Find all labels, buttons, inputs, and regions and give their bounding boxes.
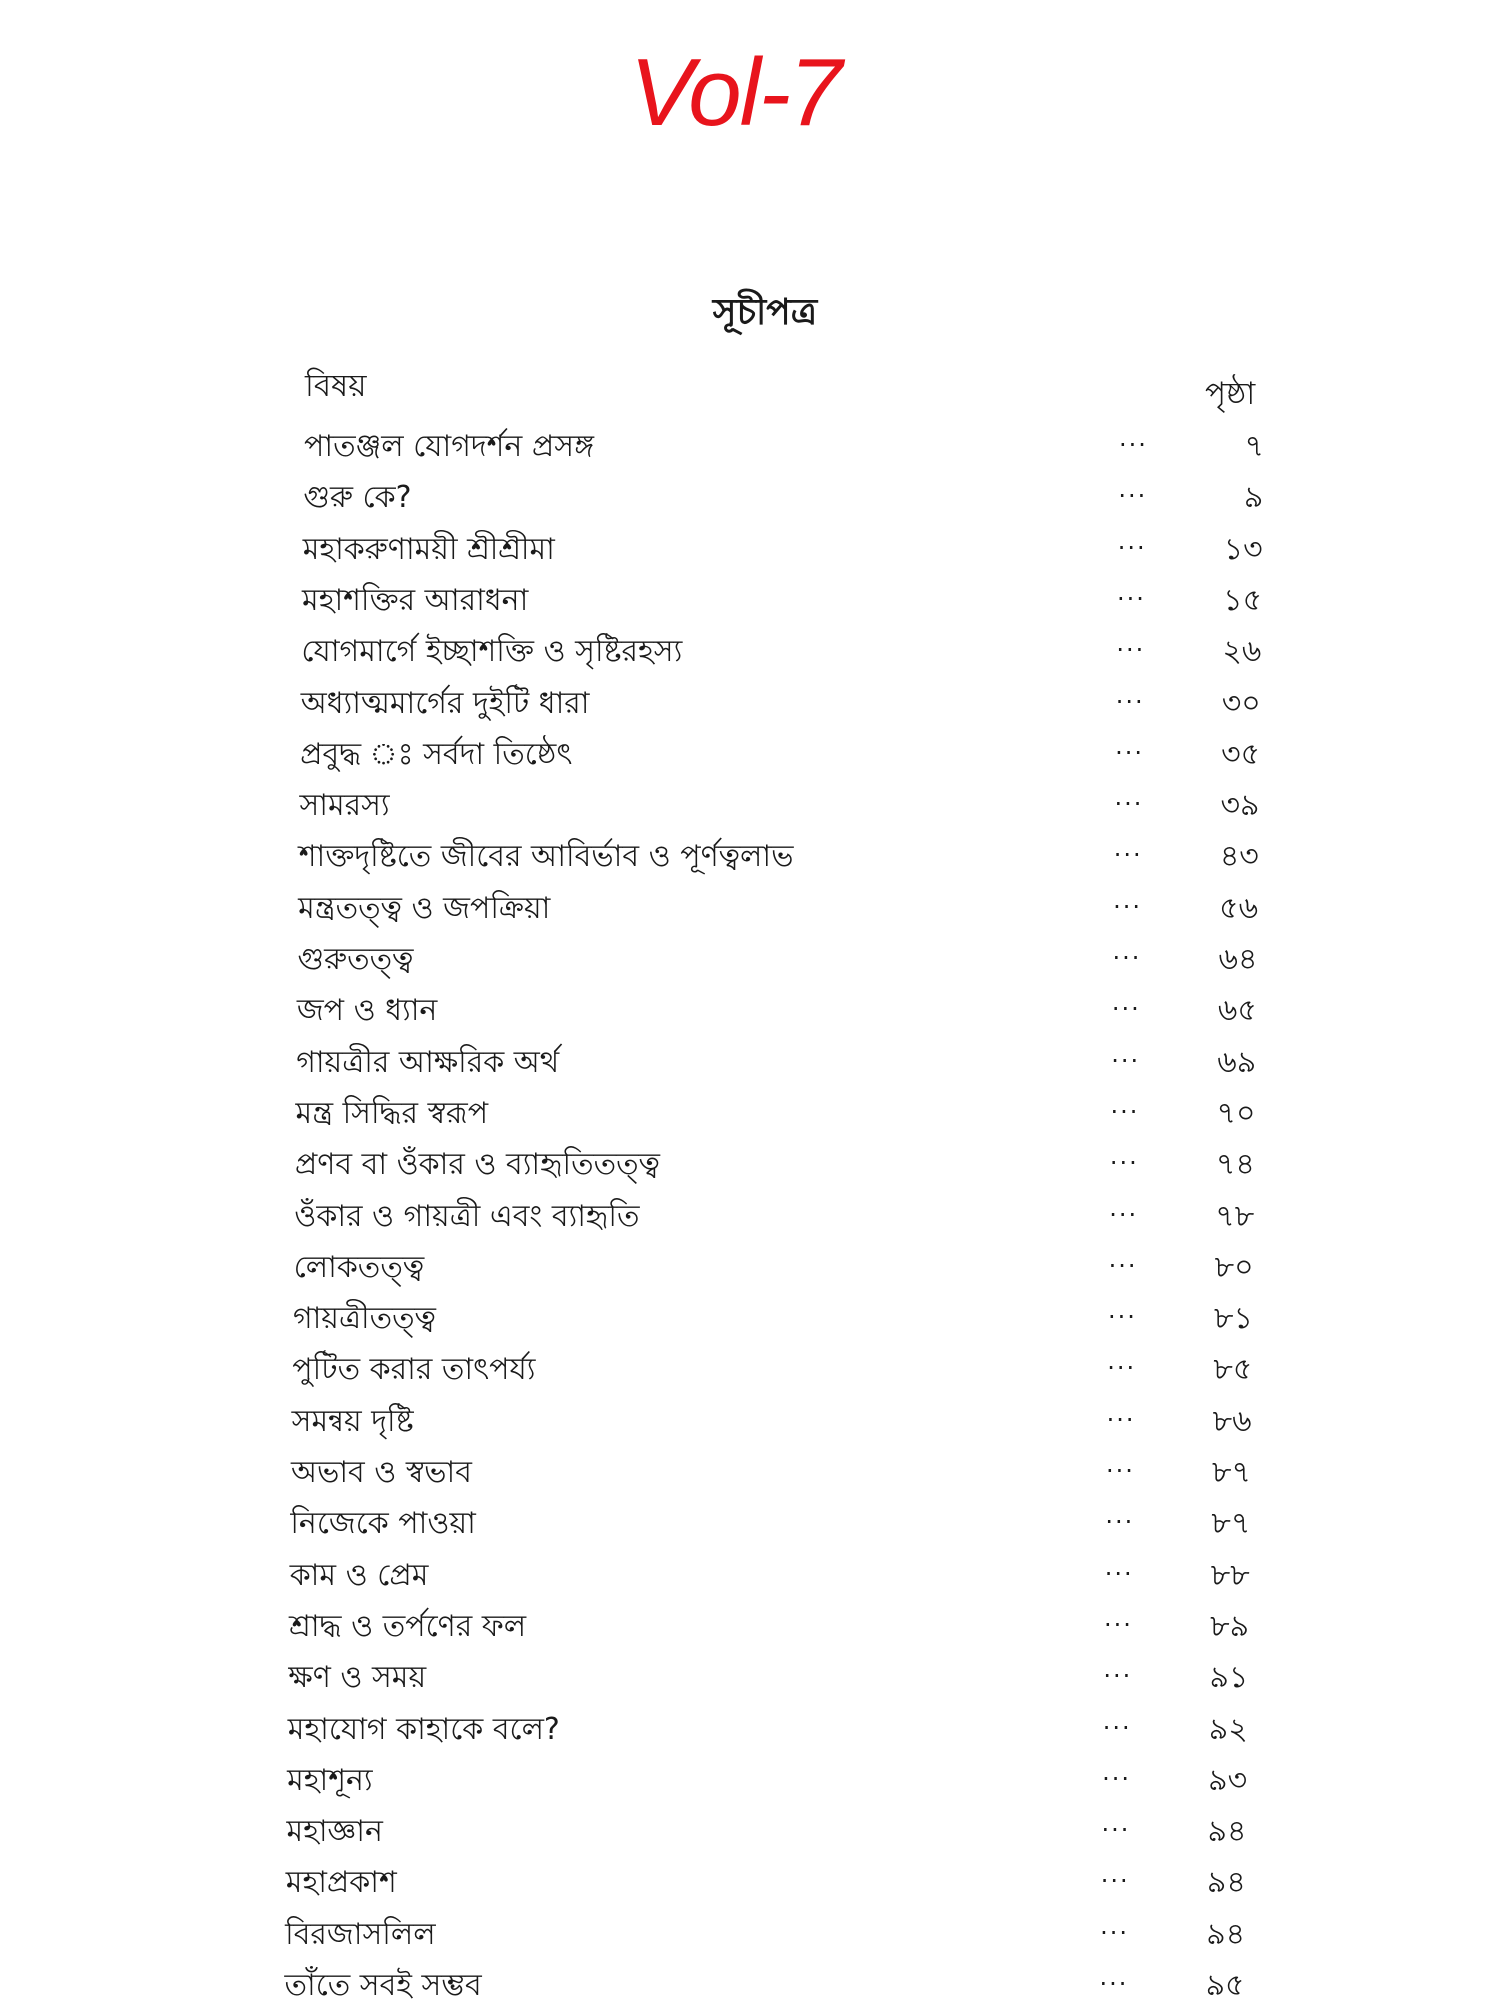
toc-entry-page: ৬৪ bbox=[1218, 942, 1258, 977]
toc-leader-dots: ... bbox=[1102, 1706, 1132, 1735]
toc-entry-page: ৬৫ bbox=[1217, 993, 1257, 1029]
toc-entry-page: ৯ bbox=[1243, 480, 1264, 516]
toc-leader-dots: ... bbox=[1117, 577, 1146, 606]
toc-entry-title: শ্রাদ্ধ ও তর্পণের ফল bbox=[289, 1608, 527, 1644]
toc-entry bbox=[292, 1397, 1252, 1447]
toc-entry bbox=[299, 832, 1259, 882]
page-column-label: পৃষ্ঠা bbox=[1205, 376, 1256, 412]
toc-leader-dots: ... bbox=[1099, 1963, 1129, 1991]
toc-entry-page: ৬৯ bbox=[1217, 1044, 1257, 1080]
toc-entry bbox=[291, 1448, 1251, 1498]
toc-entry bbox=[301, 679, 1261, 729]
toc-entry-title: মহাযোগ কাহাকে বলে? bbox=[287, 1711, 560, 1747]
toc-entry-page: ৭৮ bbox=[1215, 1198, 1255, 1234]
toc-leader-dots: ... bbox=[1118, 475, 1148, 504]
toc-entry-title: গুরুতত্ত্ব bbox=[297, 942, 414, 977]
toc-entry-title: পুটিত করার তাৎপর্য্য bbox=[292, 1352, 536, 1388]
toc-leader-dots: ... bbox=[1119, 424, 1148, 452]
toc-leader-dots: ... bbox=[1117, 526, 1147, 555]
toc-heading: সূচীপত্র bbox=[712, 292, 818, 333]
toc-entry bbox=[301, 627, 1261, 677]
toc-entry-page: ৩৯ bbox=[1220, 788, 1260, 824]
toc-entry bbox=[287, 1756, 1247, 1806]
toc-entry-page: ৯৪ bbox=[1206, 1865, 1246, 1901]
toc-leader-dots: ... bbox=[1107, 1296, 1137, 1325]
subject-column-label: বিষয় bbox=[305, 368, 367, 404]
toc-leader-dots: ... bbox=[1115, 680, 1145, 709]
toc-entry-page: ৩৫ bbox=[1221, 736, 1261, 772]
toc-entry bbox=[297, 986, 1257, 1036]
toc-entry bbox=[295, 1140, 1255, 1190]
toc-entry bbox=[285, 1910, 1245, 1960]
toc-entry bbox=[290, 1551, 1250, 1601]
toc-entry-page: ৯৪ bbox=[1207, 1814, 1247, 1850]
toc-entry-title: গায়ত্রীর আক্ষরিক অর্থ bbox=[296, 1044, 560, 1080]
toc-entry bbox=[294, 1243, 1254, 1293]
toc-entry bbox=[304, 422, 1264, 472]
toc-entry-title: জপ ও ধ্যান bbox=[296, 993, 438, 1029]
toc-leader-dots: ... bbox=[1107, 1347, 1137, 1376]
toc-entry-page: ৯২ bbox=[1208, 1711, 1248, 1747]
toc-entry-title: সমন্বয় দৃষ্টি bbox=[291, 1403, 414, 1439]
toc-entry-title: শাক্তদৃষ্টিতে জীবের আবির্ভাব ও পূর্ণত্বলাভ bbox=[298, 839, 794, 875]
toc-leader-dots: ... bbox=[1106, 1398, 1136, 1427]
toc-entry-page: ৮৭ bbox=[1212, 1455, 1251, 1490]
toc-entry-title: কাম ও প্রেম bbox=[289, 1557, 429, 1593]
toc-leader-dots: ... bbox=[1101, 1809, 1131, 1838]
toc-entry-page: ৯৪ bbox=[1206, 1916, 1246, 1952]
toc-entry-page: ১৫ bbox=[1223, 582, 1263, 618]
toc-entry-title: প্রণব বা ওঁকার ও ব্যাহৃতিতত্ত্ব bbox=[294, 1147, 660, 1183]
toc-leader-dots: ... bbox=[1103, 1655, 1133, 1684]
toc-entry-page: ৭০ bbox=[1216, 1095, 1256, 1131]
toc-entry-title: মহাশূন্য bbox=[287, 1762, 373, 1798]
toc-entry-title: মহাশক্তির আরাধনা bbox=[302, 582, 529, 618]
toc-entry bbox=[303, 525, 1263, 575]
toc-leader-dots: ... bbox=[1100, 1860, 1130, 1889]
toc-leader-dots: ... bbox=[1110, 1090, 1140, 1119]
toc-leader-dots: ... bbox=[1111, 988, 1141, 1017]
toc-entry bbox=[292, 1345, 1252, 1395]
toc-entry bbox=[288, 1705, 1248, 1755]
toc-entry bbox=[293, 1294, 1253, 1344]
toc-leader-dots: ... bbox=[1104, 1603, 1133, 1632]
toc-leader-dots: ... bbox=[1109, 1142, 1139, 1171]
toc-entry-page: ৫৬ bbox=[1219, 890, 1259, 926]
toc-entry-title: মন্ত্র সিদ্ধির স্বরূপ bbox=[295, 1095, 489, 1131]
toc-leader-dots: ... bbox=[1113, 834, 1143, 863]
toc-entry-page: ৭৪ bbox=[1215, 1147, 1255, 1183]
toc-leader-dots: ... bbox=[1104, 1552, 1134, 1581]
toc-entry-title: অভাব ও স্বভাব bbox=[291, 1455, 472, 1490]
toc-leader-dots: ... bbox=[1109, 1193, 1139, 1222]
toc-entry-page: ৮৭ bbox=[1211, 1506, 1251, 1542]
toc-entry-title: সামরস্য bbox=[299, 788, 390, 824]
toc-entry-page: ৯৫ bbox=[1205, 1968, 1245, 2003]
toc-entry bbox=[302, 576, 1262, 626]
toc-entry bbox=[303, 473, 1263, 523]
toc-entry bbox=[298, 935, 1258, 985]
toc-entry-title: অধ্যাত্মমার্গের দুইটি ধারা bbox=[300, 685, 590, 721]
toc-entry-page: ৯৩ bbox=[1208, 1762, 1248, 1798]
toc-leader-dots: ... bbox=[1102, 1757, 1131, 1786]
toc-entry bbox=[299, 781, 1259, 831]
toc-entry-page: ৮৯ bbox=[1210, 1608, 1250, 1644]
toc-entry-title: ক্ষণ ও সময় bbox=[288, 1660, 427, 1696]
toc-entry bbox=[285, 1961, 1245, 2011]
toc-entry bbox=[289, 1602, 1249, 1652]
toc-entry-title: মহাপ্রকাশ bbox=[285, 1865, 397, 1901]
toc-leader-dots: ... bbox=[1113, 885, 1143, 914]
toc-entry-page: ৮০ bbox=[1214, 1249, 1254, 1285]
toc-entry-title: বিরজাসলিল bbox=[285, 1916, 436, 1952]
toc-entry-page: ৮৬ bbox=[1212, 1403, 1252, 1439]
toc-entry bbox=[286, 1858, 1246, 1908]
toc-entry-title: গায়ত্রীতত্ত্ব bbox=[292, 1301, 436, 1337]
toc-entry-page: ৭ bbox=[1244, 429, 1264, 464]
toc-entry-page: ৪৩ bbox=[1219, 839, 1259, 875]
toc-entry bbox=[286, 1807, 1246, 1857]
toc-entry bbox=[300, 730, 1260, 780]
toc-entry bbox=[298, 884, 1258, 934]
toc-entry bbox=[288, 1653, 1248, 1703]
toc-entry-title: মহাজ্ঞান bbox=[286, 1814, 383, 1850]
toc-entry-page: ৮৫ bbox=[1213, 1352, 1253, 1388]
toc-leader-dots: ... bbox=[1114, 783, 1144, 812]
toc-entry-page: ৯১ bbox=[1209, 1660, 1249, 1696]
toc-leader-dots: ... bbox=[1115, 731, 1144, 760]
toc-leader-dots: ... bbox=[1116, 629, 1146, 658]
toc-entry-title: গুরু কে? bbox=[303, 480, 412, 516]
toc-entry bbox=[296, 1038, 1256, 1088]
toc-entry-title: তাঁতে সবই সম্ভব bbox=[284, 1968, 482, 2003]
toc-leader-dots: ... bbox=[1108, 1244, 1138, 1273]
toc-entry-title: মহাকরুণাময়ী শ্রীশ্রীমা bbox=[302, 531, 555, 567]
toc-leader-dots: ... bbox=[1100, 1911, 1130, 1940]
toc-entry bbox=[290, 1499, 1250, 1549]
toc-entry-page: ২৬ bbox=[1222, 634, 1262, 670]
toc-entry-title: লোকতত্ত্ব bbox=[293, 1249, 425, 1285]
toc-entry bbox=[296, 1089, 1256, 1139]
toc-leader-dots: ... bbox=[1106, 1450, 1135, 1478]
toc-entry-title: মন্ত্রতত্ত্ব ও জপক্রিয়া bbox=[298, 890, 551, 926]
toc-leader-dots: ... bbox=[1105, 1501, 1135, 1530]
toc-entry-page: ১৩ bbox=[1223, 531, 1263, 567]
toc-leader-dots: ... bbox=[1111, 1039, 1141, 1068]
toc-entry-title: নিজেকে পাওয়া bbox=[290, 1506, 476, 1542]
toc-entry-page: ৮৮ bbox=[1210, 1557, 1250, 1593]
toc-leader-dots: ... bbox=[1112, 937, 1142, 965]
toc-entry-page: ৩০ bbox=[1221, 685, 1261, 721]
toc-entry bbox=[294, 1192, 1254, 1242]
toc-entry-title: ওঁকার ও গায়ত্রী এবং ব্যাহৃতি bbox=[294, 1198, 640, 1234]
volume-label: Vol-7 bbox=[629, 39, 841, 146]
toc-entry-title: প্রবুদ্ধ ঃ সর্বদা তিষ্ঠেৎ bbox=[300, 736, 573, 772]
toc-entry-title: যোগমার্গে ইচ্ছাশক্তি ও সৃষ্টিরহস্য bbox=[301, 634, 683, 670]
toc-entry-title: পাতঞ্জল যোগদর্শন প্রসঙ্গ bbox=[304, 429, 594, 464]
toc-entry-page: ৮১ bbox=[1214, 1301, 1253, 1337]
